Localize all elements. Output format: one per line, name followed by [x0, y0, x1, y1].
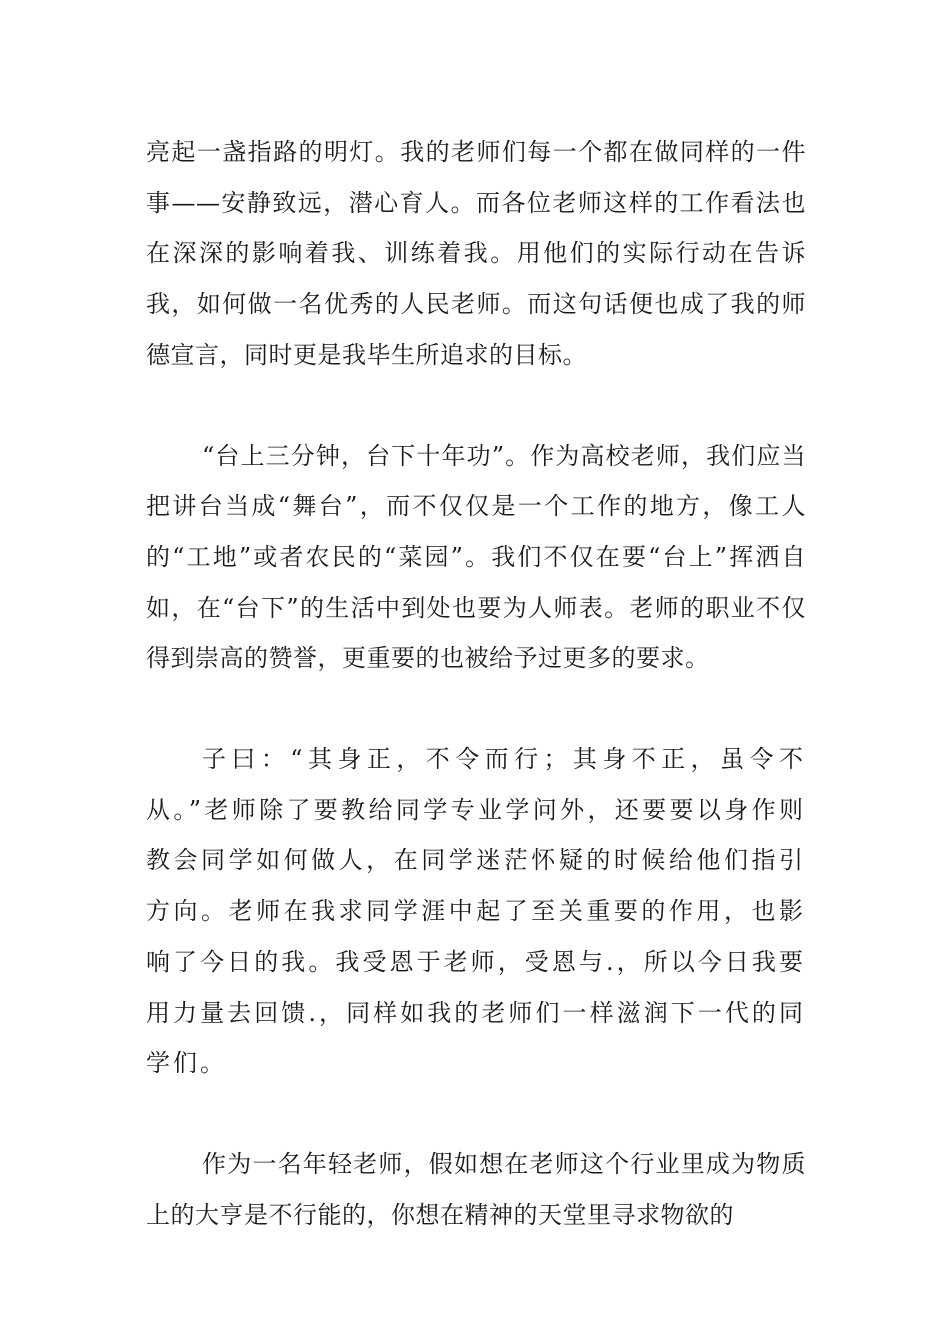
paragraph-1: 亮起一盏指路的明灯。我的老师们每一个都在做同样的一件事——安静致远，潜心育人。而各位老师这样的工作看法也在深深的影响着我、训练着我。用他们的实际行动在告诉我，如何做一名优秀的人民老师。而这句话便也成了我的师德宣言，同时更是我毕生所追求的目标。 — [146, 138, 806, 369]
document-body — [146, 127, 806, 1290]
paragraph-4: 作为一名年轻老师，假如想在老师这个行业里成为物质上的大亨是不行能的，你想在精神的天堂里寻求物欲的 — [146, 1149, 806, 1229]
paragraph-2: “台上三分钟，台下十年功”。作为高校老师，我们应当把讲台当成“舞台”，而不仅仅是一个工作的地方，像工人的“工地”或者农民的“菜园”。我们不仅在要“台上”挥洒自如，在“台下”的生活中到处也要为人师表。老师的职业不仅得到崇高的赞誉，更重要的也被给予过更多的要求。 — [146, 441, 806, 673]
paragraph-3: 子曰：“其身正，不令而行；其身不正，虽令不从。”老师除了要教给同学专业学问外，还要要以身作则教会同学如何做人，在同学迷茫怀疑的时候给他们指引方向。老师在我求同学涯中起了至关重要的作用，也影响了今日的我。我受恩于老师，受恩与.，所以今日我要用力量去回馈.，同样如我的老师们一样滋润下一代的同学们。 — [146, 745, 806, 1078]
